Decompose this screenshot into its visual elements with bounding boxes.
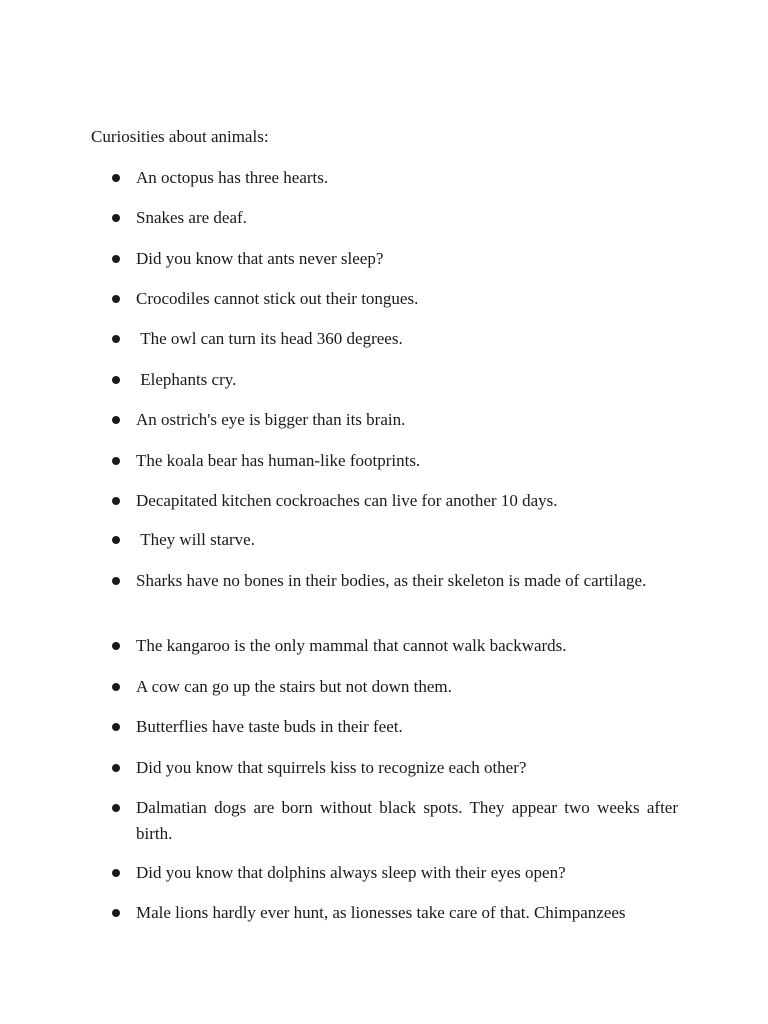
fact-text: Decapitated kitchen cockroaches can live for another 10 days.	[136, 491, 558, 510]
fact-item	[112, 488, 678, 514]
fact-text: Elephants cry.	[136, 370, 237, 389]
bullet-icon	[112, 497, 120, 505]
fact-text: Did you know that squirrels kiss to recognize each other?	[136, 758, 527, 777]
fact-text: Male lions hardly ever hunt, as lionesses take care of that. Chimpanzees	[136, 903, 626, 922]
fact-item	[112, 527, 678, 553]
bullet-icon	[112, 214, 120, 222]
fact-item	[112, 407, 678, 433]
fact-text: The owl can turn its head 360 degrees.	[136, 329, 403, 348]
bullet-icon	[112, 723, 120, 731]
fact-text: Sharks have no bones in their bodies, as their skeleton is made of cartilage.	[136, 571, 647, 590]
fact-item	[112, 165, 678, 191]
fact-text: Did you know that ants never sleep?	[136, 249, 384, 268]
fact-item	[112, 568, 678, 594]
bullet-icon	[112, 764, 120, 772]
fact-item	[112, 286, 678, 312]
fact-item	[112, 860, 678, 886]
bullet-icon	[112, 909, 120, 917]
fact-text: Butterflies have taste buds in their feet.	[136, 717, 403, 736]
fact-item	[112, 633, 678, 659]
bullet-icon	[112, 577, 120, 585]
bullet-icon	[112, 683, 120, 691]
fact-item	[112, 246, 678, 272]
fact-item	[112, 205, 678, 231]
fact-item	[112, 900, 678, 926]
fact-text: Crocodiles cannot stick out their tongues.	[136, 289, 419, 308]
fact-item	[112, 326, 678, 352]
document-heading: Curiosities about animals:	[91, 127, 269, 146]
bullet-icon	[112, 416, 120, 424]
fact-text: An octopus has three hearts.	[136, 168, 329, 187]
fact-text: They will starve.	[136, 530, 255, 549]
fact-text: An ostrich's eye is bigger than its brain.	[136, 410, 406, 429]
fact-item	[112, 714, 678, 740]
bullet-icon	[112, 869, 120, 877]
bullet-icon	[112, 536, 120, 544]
bullet-icon	[112, 174, 120, 182]
bullet-icon	[112, 804, 120, 812]
bullet-icon	[112, 335, 120, 343]
fact-item	[112, 755, 678, 781]
fact-item	[112, 674, 678, 700]
bullet-icon	[112, 295, 120, 303]
fact-item	[112, 795, 683, 847]
fact-text: The koala bear has human-like footprints.	[136, 451, 421, 470]
bullet-icon	[112, 457, 120, 465]
bullet-icon	[112, 642, 120, 650]
fact-text: Did you know that dolphins always sleep with their eyes open?	[136, 863, 566, 882]
bullet-icon	[112, 376, 120, 384]
bullet-icon	[112, 255, 120, 263]
fact-item	[112, 367, 678, 393]
fact-text: The kangaroo is the only mammal that cannot walk backwards.	[136, 636, 567, 655]
fact-item	[112, 448, 678, 474]
fact-text: Snakes are deaf.	[136, 208, 247, 227]
fact-text: A cow can go up the stairs but not down them.	[136, 677, 452, 696]
fact-text: Dalmatian dogs are born without black spots. They appear two weeks after birth.	[136, 798, 683, 843]
